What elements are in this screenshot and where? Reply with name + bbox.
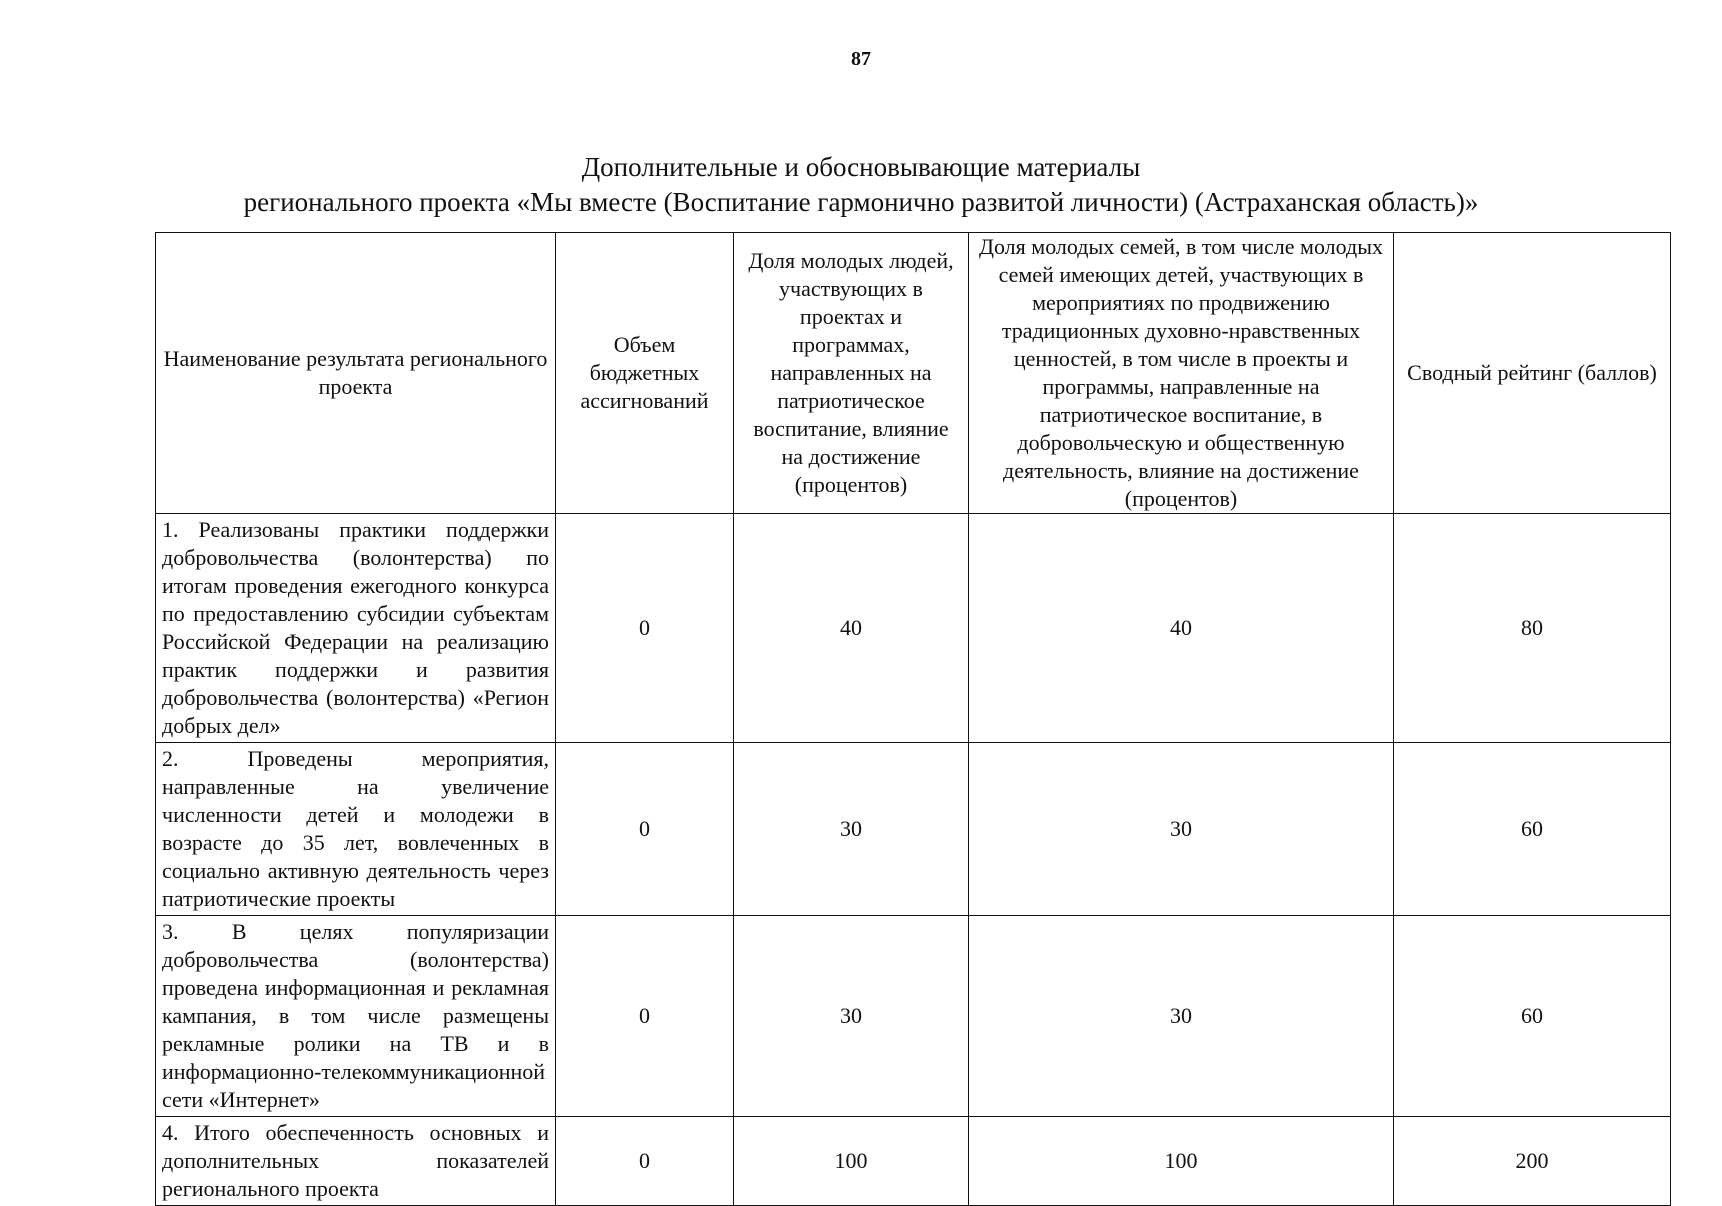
- budget-cell: 0: [556, 1117, 734, 1206]
- youth-share-cell: 40: [734, 514, 969, 743]
- result-name-cell: 4. Итого обеспеченность основных и дополнительных показателей регионального проекта: [156, 1117, 556, 1206]
- youth-share-cell: 30: [734, 916, 969, 1117]
- youth-share-cell: 30: [734, 743, 969, 916]
- header-rating: Сводный рейтинг (баллов): [1394, 233, 1671, 514]
- budget-cell: 0: [556, 916, 734, 1117]
- page-number: 87: [851, 48, 871, 70]
- table-row: [156, 916, 1671, 1117]
- result-name-cell: 2. Проведены мероприятия, направленные на увеличение численности детей и молодежи в возрасте до 35 лет, вовлеченных в социально активную деятельность через патриотические проекты: [156, 743, 556, 916]
- family-share-cell: 100: [969, 1117, 1394, 1206]
- table-row: [156, 743, 1671, 916]
- result-name-cell: 3. В целях популяризации добровольчества (волонтерства) проведена информационная и рекламная кампания, в том числе размещены рекламные ролики на ТВ и в информационно-телекоммуникационной сети «Интернет»: [156, 916, 556, 1117]
- results-table: [155, 232, 1671, 1206]
- budget-cell: 0: [556, 514, 734, 743]
- title-line-1: Дополнительные и обосновывающие материалы: [581, 152, 1141, 182]
- header-family-share: Доля молодых семей, в том числе молодых семей имеющих детей, участвующих в мероприятиях по продвижению традиционных духовно-нравственных ценностей, в том числе в проекты и программы, направленные на патриотическое воспитание, в добровольческую и общественную деятельность, влияние на достижение (процентов): [969, 233, 1394, 514]
- youth-share-cell: 100: [734, 1117, 969, 1206]
- result-name-cell: 1. Реализованы практики поддержки добровольчества (волонтерства) по итогам проведения ежегодного конкурса по предоставлению субсидии субъектам Российской Федерации на реализацию практик поддержки и развития добровольчества (волонтерства) «Регион добрых дел»: [156, 514, 556, 743]
- document-title: [0, 150, 1722, 220]
- table-row: [156, 514, 1671, 743]
- rating-cell: 200: [1394, 1117, 1671, 1206]
- header-youth-share: Доля молодых людей, участвующих в проектах и программах, направленных на патриотическое воспитание, влияние на достижение (процентов): [734, 233, 969, 514]
- rating-cell: 60: [1394, 916, 1671, 1117]
- family-share-cell: 30: [969, 916, 1394, 1117]
- table-row: [156, 1117, 1671, 1206]
- budget-cell: 0: [556, 743, 734, 916]
- header-budget: Объем бюджетных ассигнований: [556, 233, 734, 514]
- rating-cell: 60: [1394, 743, 1671, 916]
- title-line-2: регионального проекта «Мы вместе (Воспитание гармонично развитой личности) (Астраханская область)»: [243, 187, 1479, 217]
- family-share-cell: 40: [969, 514, 1394, 743]
- table-header-row: [156, 233, 1671, 514]
- header-result-name: Наименование результата регионального проекта: [156, 233, 556, 514]
- family-share-cell: 30: [969, 743, 1394, 916]
- rating-cell: 80: [1394, 514, 1671, 743]
